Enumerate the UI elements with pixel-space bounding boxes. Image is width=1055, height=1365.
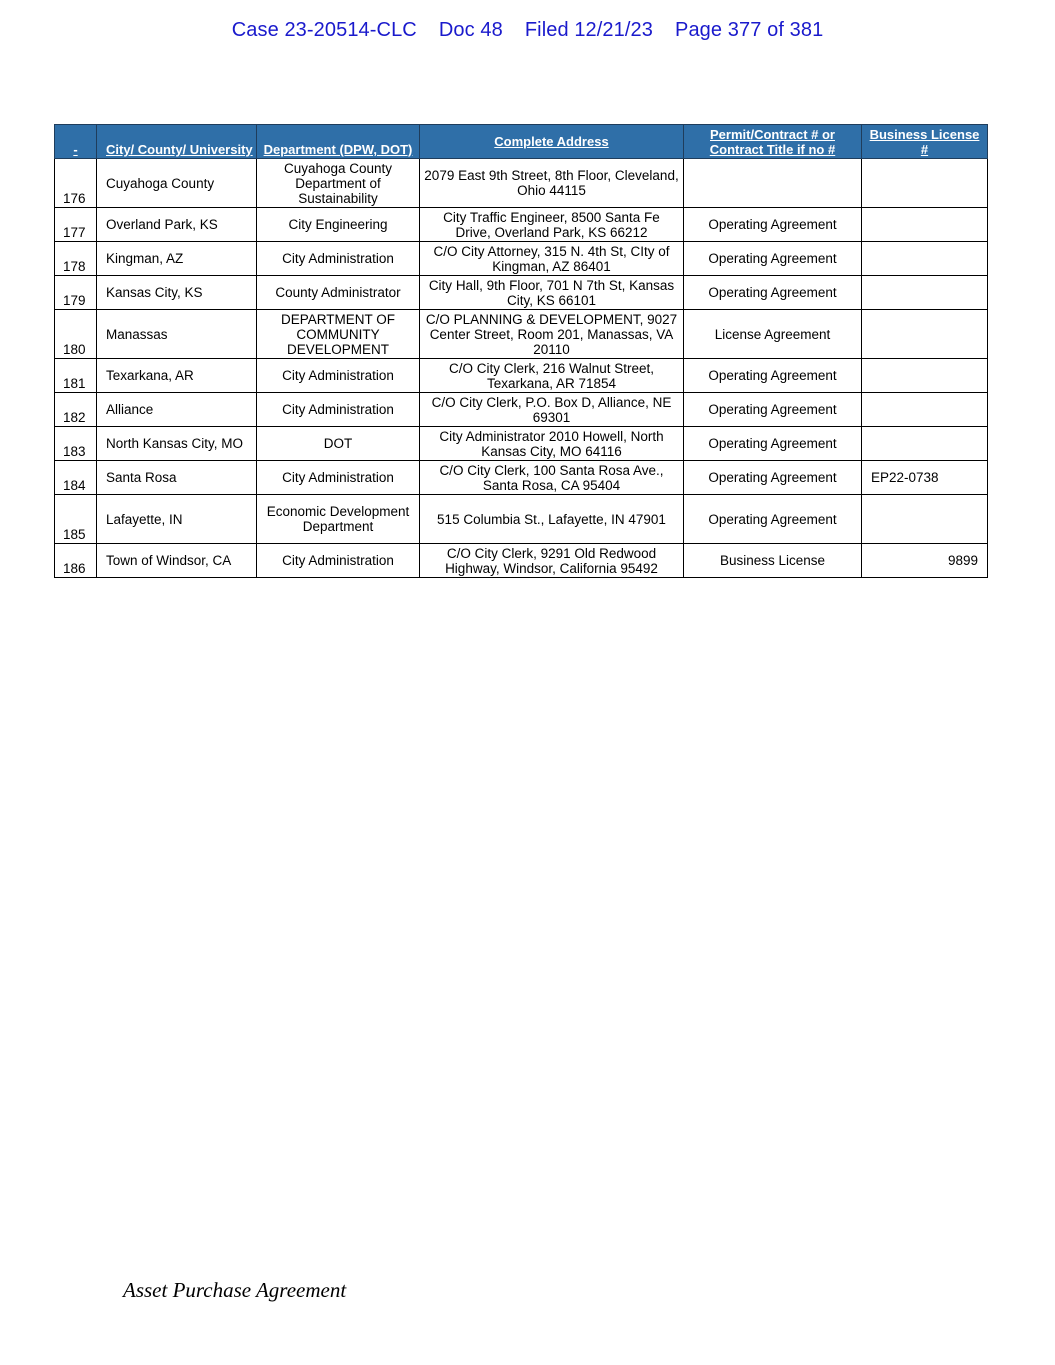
row-number: 183 xyxy=(55,427,97,461)
row-permit: Operating Agreement xyxy=(684,427,862,461)
case-header xyxy=(0,19,1055,42)
table-row xyxy=(55,461,988,495)
row-permit: Operating Agreement xyxy=(684,495,862,544)
table-row xyxy=(55,310,988,359)
row-address: C/O City Clerk, 216 Walnut Street, Texarkana, AR 71854 xyxy=(420,359,684,393)
row-department: County Administrator xyxy=(257,276,420,310)
row-department: City Administration xyxy=(257,393,420,427)
row-address: C/O PLANNING & DEVELOPMENT, 9027 Center Street, Room 201, Manassas, VA 20110 xyxy=(420,310,684,359)
row-address: C/O City Clerk, P.O. Box D, Alliance, NE 69301 xyxy=(420,393,684,427)
row-license: 9899 xyxy=(862,544,988,578)
row-department: DOT xyxy=(257,427,420,461)
row-city: Overland Park, KS xyxy=(97,208,257,242)
row-permit: Business License xyxy=(684,544,862,578)
row-city: Town of Windsor, CA xyxy=(97,544,257,578)
doc-number: Doc 48 xyxy=(438,19,503,41)
row-city: North Kansas City, MO xyxy=(97,427,257,461)
row-number: 182 xyxy=(55,393,97,427)
row-city: Kingman, AZ xyxy=(97,242,257,276)
row-license xyxy=(862,359,988,393)
row-department: City Engineering xyxy=(257,208,420,242)
row-address: City Hall, 9th Floor, 701 N 7th St, Kansas City, KS 66101 xyxy=(420,276,684,310)
row-city: Kansas City, KS xyxy=(97,276,257,310)
header-index: - xyxy=(55,125,97,159)
filed-date: Filed 12/21/23 xyxy=(524,19,653,41)
header-address: Complete Address xyxy=(420,125,684,159)
contracts-table xyxy=(54,124,988,578)
row-permit: Operating Agreement xyxy=(684,393,862,427)
row-permit: Operating Agreement xyxy=(684,276,862,310)
header-city: City/ County/ University xyxy=(97,125,257,159)
row-license xyxy=(862,310,988,359)
row-address: C/O City Attorney, 315 N. 4th St, CIty of Kingman, AZ 86401 xyxy=(420,242,684,276)
table-row xyxy=(55,544,988,578)
row-number: 181 xyxy=(55,359,97,393)
row-address: 2079 East 9th Street, 8th Floor, Cleveland, Ohio 44115 xyxy=(420,159,684,208)
table-row xyxy=(55,495,988,544)
case-number: Case 23-20514-CLC xyxy=(231,19,417,41)
row-number: 177 xyxy=(55,208,97,242)
row-city: Alliance xyxy=(97,393,257,427)
row-department: City Administration xyxy=(257,544,420,578)
row-number: 186 xyxy=(55,544,97,578)
row-city: Santa Rosa xyxy=(97,461,257,495)
row-department: City Administration xyxy=(257,242,420,276)
row-permit: Operating Agreement xyxy=(684,242,862,276)
row-address: City Administrator 2010 Howell, North Kansas City, MO 64116 xyxy=(420,427,684,461)
table-row xyxy=(55,159,988,208)
table-header-row xyxy=(55,125,988,159)
table-row xyxy=(55,242,988,276)
page-number: Page 377 of 381 xyxy=(675,19,824,41)
row-department: City Administration xyxy=(257,359,420,393)
row-permit: Operating Agreement xyxy=(684,208,862,242)
header-license: Business License # xyxy=(862,125,988,159)
table-row xyxy=(55,359,988,393)
row-number: 185 xyxy=(55,495,97,544)
row-license xyxy=(862,495,988,544)
row-city: Lafayette, IN xyxy=(97,495,257,544)
row-city: Manassas xyxy=(97,310,257,359)
row-license xyxy=(862,427,988,461)
row-number: 184 xyxy=(55,461,97,495)
row-number: 178 xyxy=(55,242,97,276)
row-number: 180 xyxy=(55,310,97,359)
row-department: DEPARTMENT OF COMMUNITY DEVELOPMENT xyxy=(257,310,420,359)
row-license xyxy=(862,159,988,208)
row-department: City Administration xyxy=(257,461,420,495)
row-license xyxy=(862,208,988,242)
row-permit xyxy=(684,159,862,208)
row-number: 179 xyxy=(55,276,97,310)
row-license xyxy=(862,276,988,310)
table-row xyxy=(55,393,988,427)
row-address: C/O City Clerk, 9291 Old Redwood Highway, Windsor, California 95492 xyxy=(420,544,684,578)
row-license xyxy=(862,393,988,427)
header-department: Department (DPW, DOT) xyxy=(257,125,420,159)
header-permit: Permit/Contract # or Contract Title if no # xyxy=(684,125,862,159)
row-number: 176 xyxy=(55,159,97,208)
row-permit: Operating Agreement xyxy=(684,461,862,495)
row-address: C/O City Clerk, 100 Santa Rosa Ave., Santa Rosa, CA 95404 xyxy=(420,461,684,495)
row-city: Texarkana, AR xyxy=(97,359,257,393)
document-footer-title: Asset Purchase Agreement xyxy=(123,1278,347,1302)
row-address: 515 Columbia St., Lafayette, IN 47901 xyxy=(420,495,684,544)
table-row xyxy=(55,276,988,310)
row-address: City Traffic Engineer, 8500 Santa Fe Drive, Overland Park, KS 66212 xyxy=(420,208,684,242)
row-license: EP22-0738 xyxy=(862,461,988,495)
row-permit: License Agreement xyxy=(684,310,862,359)
row-department: Cuyahoga County Department of Sustainability xyxy=(257,159,420,208)
table-row xyxy=(55,427,988,461)
row-city: Cuyahoga County xyxy=(97,159,257,208)
row-department: Economic Development Department xyxy=(257,495,420,544)
row-permit: Operating Agreement xyxy=(684,359,862,393)
row-license xyxy=(862,242,988,276)
table-row xyxy=(55,208,988,242)
